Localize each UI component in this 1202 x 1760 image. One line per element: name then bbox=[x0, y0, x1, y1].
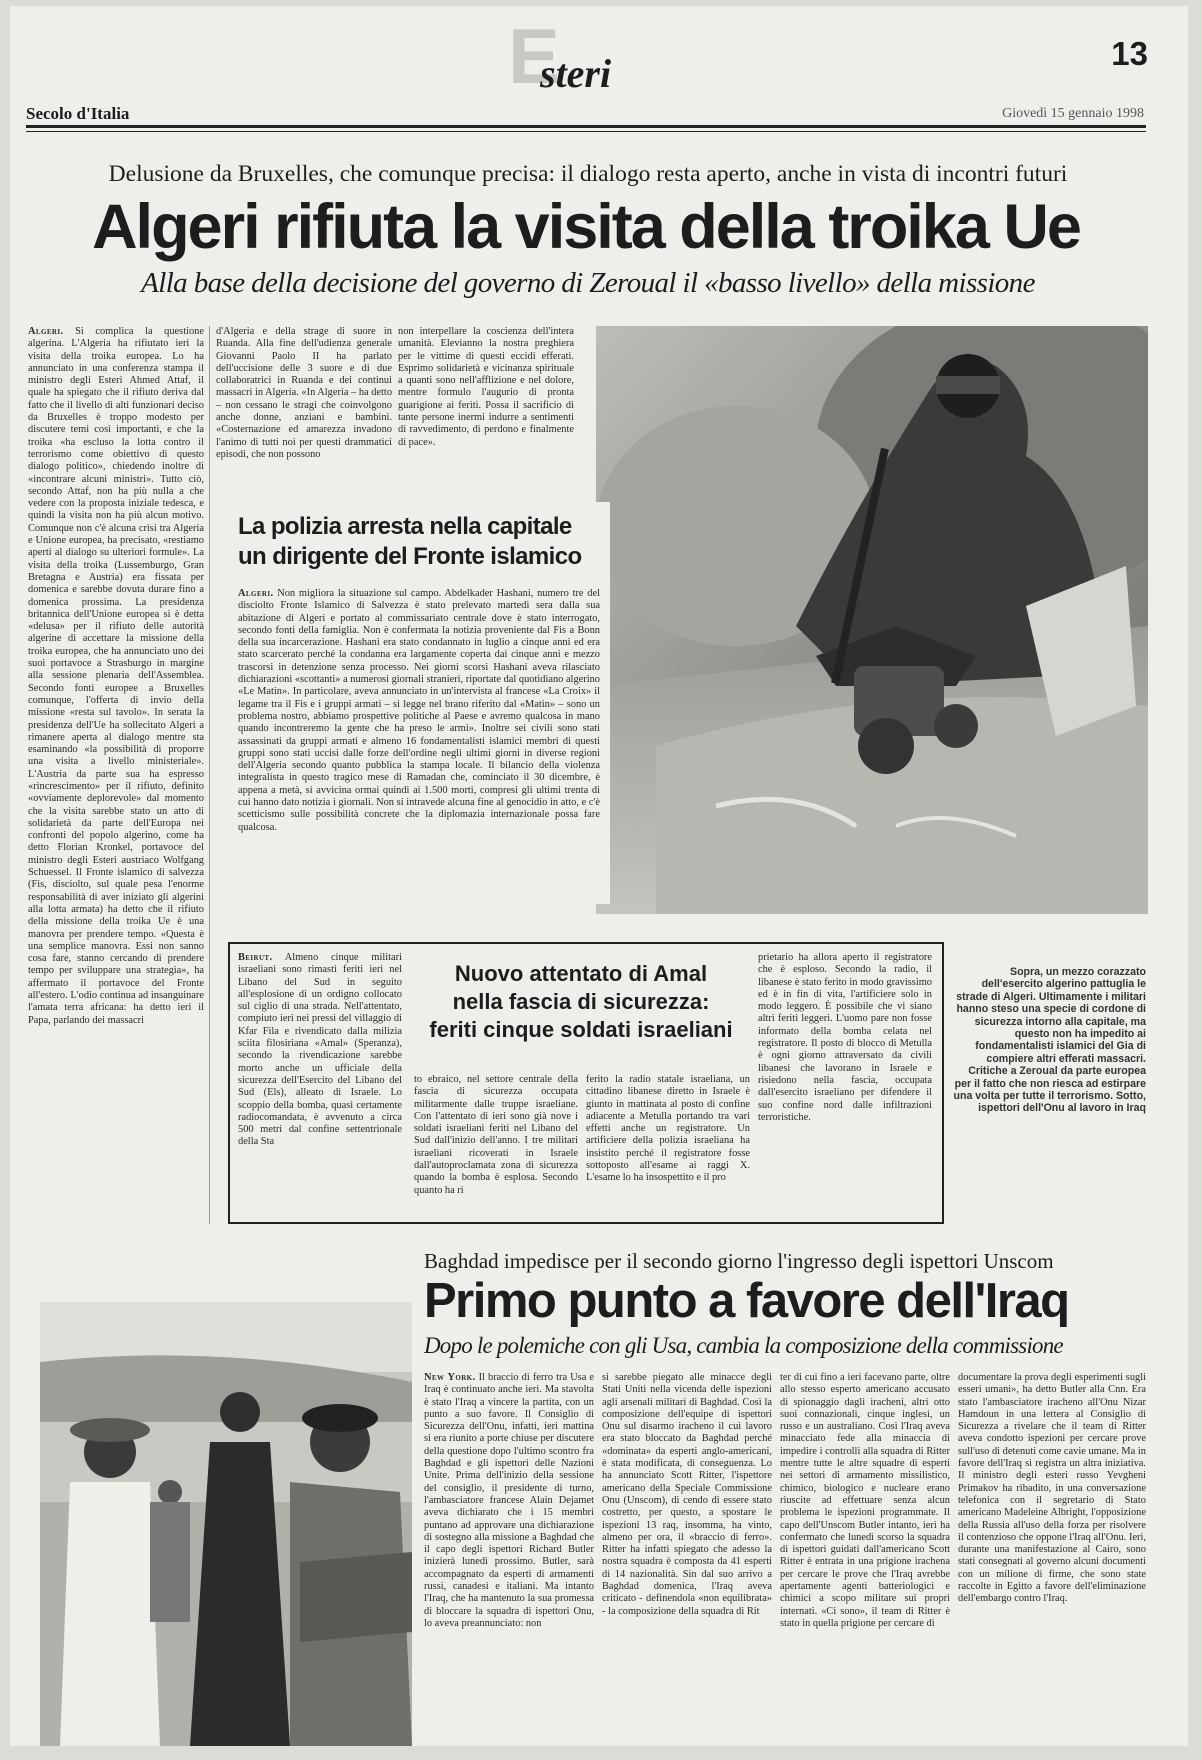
section-initial: E bbox=[508, 12, 561, 100]
police-body bbox=[238, 588, 600, 900]
newspaper-page bbox=[10, 6, 1188, 1746]
amal-column-1 bbox=[238, 952, 402, 1216]
iraq-column-1 bbox=[424, 1372, 594, 1746]
lead-column-2 bbox=[216, 326, 392, 494]
police-story-box bbox=[216, 502, 610, 904]
amal-body-4: prietario ha allora aperto il registratore che è esploso. Secondo la radio, il libanese è stato ferito in modo gravissimo ed è in fin di vita, l'artificiere solo in modo leggero. È possibile che vi siano altri feriti leggeri. L'uomo pare non fosse informato della bomba celata nel registratore. Il posto di blocco di Metulla è ogni giorno attraversato da civili libanesi che lavorano in Israele e risiedono nella fascia, occupata dall'esercito israeliano per difendere il suo confine nord dalle infiltrazioni terroristiche. bbox=[758, 952, 932, 1123]
iraq-dateline: New York. bbox=[424, 1372, 476, 1383]
police-headline-line-2: un dirigente del Fronte islamico bbox=[238, 543, 582, 570]
issue-date: Giovedì 15 gennaio 1998 bbox=[1002, 106, 1144, 121]
lead-column-3 bbox=[398, 326, 574, 494]
police-headline-line-1: La polizia arresta nella capitale bbox=[238, 513, 572, 540]
amal-story-box bbox=[228, 942, 944, 1224]
photo-un-inspectors bbox=[40, 1302, 412, 1746]
photo-caption: Sopra, un mezzo corazzato dell'esercito algerino pattuglia le strade di Algeri. Ultimamente i militari hanno steso una specie di cordone di sicurezza intorno alla capitale, ma questo non ha impedito ai fondamentalisti islamici del Gia di compiere altri efferati massacri. Critiche a Zeroual da parte europea per il fatto che non riesca ad estirpare una volta per tutte il terrorismo. Sotto, ispettori dell'Onu al lavoro in Iraq bbox=[953, 966, 1146, 1115]
lead-kicker: Delusione da Bruxelles, che comunque precisa: il dialogo resta aperto, anche in vista di incontri futuri bbox=[108, 161, 1068, 187]
police-body-text: Non migliora la situazione sul campo. Abdelkader Hashani, numero tre del disciolto Fronte Islamico di Salvezza è stato prelevato martedì sera dalla sua abitazione di Algeri e portato al commissariato centrale dove è stato interrogato, secondo fonti della famiglia. Non è confermata la notizia proveniente dal Fis a Bonn della sua incarcerazione. Hashani era stato condannato in luglio a cinque anni ed era stato scarcerato perché la condanna era largamente coperta dai cinque anni e mezzo trascorsi in detenzione senza processo. Nei giorni scorsi Hashani aveva rilasciato dichiarazioni «scottanti» a numerosi giornali stranieri, riportate dal quotidiano algerino «Le Matin». In particolare, aveva annunciato in un'intervista al francese «La Croix» il legame tra il Fis e i gruppi armati – si legge nel brano riferito dal «Matin» – sono un problema nostro, abbiamo prospettive politiche al Paese e avremo qualcosa in mano quando incontreremo la gente che ha preso le armi». Inoltre sei civili sono stati assassinati da gruppi armati e almeno 16 fondamentalisti islamici membri di questi gruppi sono stati uccisi dalle forze dell'ordine negli ultimi giorni in diverse regioni dell'Algeria secondo quanto pubblica la stampa locale. Il bilancio della violenza integralista in questo tragico mese di Ramadan che, cominciato il 30 dicembre, è appena a metà, si avvicina ormai quindi ai 1.500 morti, compresi gli ultimi trenta di cui hanno dato notizia i giornali. Non si intravede alcuna fine al genocidio in atto, e c'è scetticismo sulle possibilità concrete che la diplomazia internazionale possa fare qualcosa. bbox=[238, 588, 600, 833]
lead-subheadline: Alla base della decisione del governo di Zeroual il «basso livello» della missione bbox=[141, 267, 1035, 299]
lead-column-1 bbox=[28, 326, 204, 1228]
amal-dateline: Beirut. bbox=[238, 952, 273, 963]
photo-armored-vehicle bbox=[596, 326, 1148, 914]
amal-body-1: Almeno cinque militari israeliani sono rimasti feriti ieri nel Libano del Sud in seguito all'esplosione di un ordigno collocato sul ciglio di una strada. Nell'attentato, compiuto ieri nei pressi del villaggio di Kfar Fila e rivendicato dalla milizia sciita filosiriana «Amal» (Speranza), secondo la rivendicazione sarebbe morto anche un ufficiale della sicurezza dell'Esercito del Libano del Sud (Els), alleato di Israele. Lo scoppio della bomba, quasi certamente radiocomandata, è avvenuto a circa 500 metri dal confine settentrionale della Sta bbox=[238, 952, 402, 1148]
section-logo bbox=[508, 12, 668, 100]
amal-headline-line-3: feriti cinque soldati israeliani bbox=[429, 1017, 733, 1042]
amal-headline-line-1: Nuovo attentato di Amal bbox=[454, 961, 708, 986]
inspectors-image bbox=[40, 1302, 412, 1746]
iraq-headline: Primo punto a favore dell'Iraq bbox=[424, 1274, 1069, 1328]
soldier-armored-vehicle-image bbox=[596, 326, 1148, 914]
iraq-kicker: Baghdad impedisce per il secondo giorno l'ingresso degli ispettori Unscom bbox=[424, 1249, 1054, 1273]
iraq-column-4 bbox=[958, 1372, 1146, 1746]
amal-headline-line-2: nella fascia di sicurezza: bbox=[452, 989, 710, 1014]
page-number: 13 bbox=[1111, 35, 1148, 72]
section-name: steri bbox=[540, 51, 612, 96]
masthead-rule-top bbox=[26, 125, 1146, 128]
iraq-column-2 bbox=[602, 1372, 772, 1746]
paper-name: Secolo d'Italia bbox=[26, 104, 130, 123]
masthead-rule-bottom bbox=[26, 131, 1146, 132]
lead-body-3: non interpellare la coscienza dell'intera umanità. Elevianno la nostra preghiera per le vittime di questi eccidi efferati. Esprimo solidarietà e vicinanza spirituale a quanti sono nell'afflizione e nel dolore, mentre formulo l'augurio di pronta guarigione ai feriti. Possa il sacrificio di tante persone inermi indurre a sentimenti di ravvedimento, di perdono e finalmente di pace». bbox=[398, 326, 574, 448]
iraq-body-3: ter di cui fino a ieri facevano parte, oltre allo stesso esperto americano accusato di spionaggio dagli iracheni, altri otto suoi connazionali, cinque inglesi, un russo e un australiano. Così l'Iraq aveva minacciato fede alla minaccia di impedire i controlli alla squadra di Ritter mentre tutte le altre squadre di esperti nei settori di armamento missilistico, chimico, biologico e nucleare erano riuscite ad effettuare senza alcun problema le ispezioni programmate. Il capo dell'Unscom Butler intanto, ieri ha confermato che lunedì scorso la squadra di ispettori guidati dall'americano Scott Ritter è entrata in una prigione irachena per cercare le prove che l'Iraq avrebbe apertamente agenti batteriologici e chimici a scopo militare sui propri internati. «Ci sono», il team di Ritter è stato in quella prigione per cercare di bbox=[780, 1372, 950, 1629]
police-dateline: Algeri. bbox=[238, 588, 274, 599]
lead-body-2: d'Algeria e della strage di suore in Ruanda. Alla fine dell'udienza generale Giovanni Paolo II ha parlato dell'uccisione delle 3 suore e di due collaboratrici in Ruanda e dei continui massacri in Algeria. «In Algeria – ha detto – non cessano le stragi che coinvolgono anche donne, anziani e bambini. «Costernazione ed amarezza invadono l'animo di tutti noi per questi drammatici episodi, che non possono bbox=[216, 326, 392, 460]
iraq-body-2: si sarebbe piegato alle minacce degli Stati Uniti nella vicenda delle ispezioni agli arsenali militari di Baghdad. Così la composizione dell'equipe di ispettori Onu sul disarmo iracheno il cui lavoro era stato bloccato da Baghdad perché «dominata» da esperti anglo-americani, è stata modificata, di conseguenza. Lo ha annunciato Scott Ritter, l'ispettore americano della Speciale Commissione Onu (Unscom), di cendo di essere stato costretto, per questo, a spostare le ispezioni 13 raq, insomma, ha vinto, almeno per ora, il «braccio di ferro». Ritter ha infatti spiegato che adesso la nostra squadra è composta da 41 esperti di 14 nazionalità. Sin dal suo arrivo a Baghdad domenica, l'Iraq aveva criticato - definendola «non equilibrata» - la composizione della squadra di Rit bbox=[602, 1372, 772, 1617]
lead-body-1: Si complica la questione algerina. L'Algeria ha rifiutato ieri la visita della troika europea. Lo ha annunciato in una conferenza stampa il ministro degli Esteri Ahmed Attaf, il quale ha spiegato che il rifiuto deriva dal fatto che il livello di alti funzionari deciso da Bruxelles è troppo modesto per discutere temi così importanti, e che la troika «ha escluso la lotta contro il terrorismo come obiettivo di questo dialogo politico», chiedendo inoltre di «incontrare alcuni ministri». Tutto ciò, secondo Attaf, non ha più nulla a che vedere con la proposta iniziale tedesca, e quindi la visita non ha più alcun motivo. Comunque non c'è alcuna crisi tra Algeria e Unione europea, ha precisato, «restiamo aperti al dialogo su ulteriori formule». La visita della troika (Lussemburgo, Gran Bretagna e Austria) era fissata per domenica e sarebbe dovuta durare fino a domenica prossima. La presidenza britannica dell'Unione europea si è detta «delusa» per il rifiuto delle autorità algerine di accettare la missione della troika europea, che ha annunciato uno dei suoi portavoce a Strasburgo in margine alla sessione plenaria dell'Assemblea. Secondo fonti europee a Bruxelles comunque, l'offerta di invio della missione «resta sul tavolo». In serata la presidenza dell'Ue ha sollecitato Algeri a rimanere aperta al dialogo mentre sta esaminando «la possibilità di proporre una visita a livello ministeriale». L'Austria da parte sua ha espresso «rincrescimento» per il rifiuto, definito «ovviamente deplorevole» dal momento che la visita sarebbe stato un atto di solidarietà da parte dell'Europa nei confronti del popolo algerino, come ha detto Florian Kronkel, portavoce del ministro degli Esteri austriaco Wolfgang Schuessel. Il Fronte islamico di salvezza (Fis, disciolto, sul quale pesa l'enorme responsabilità di aver iniziato gli algerini alla lotta armata) ha detto che il rifiuto della missione della troika Ue è una manovra per prendere tempo. «Questa è una semplice manovra. Essi non sanno cosa fare, stanno cercando di prendere tempo per sviluppare una strategia», ha affermato il portavoce del Fronte all'estero. L'odio continua ad insanguinare l'amata terra africana: ha detto ieri il Papa, parlando dei massacri bbox=[28, 326, 204, 1026]
iraq-subheadline: Dopo le polemiche con gli Usa, cambia la composizione della commissione bbox=[424, 1333, 1063, 1358]
iraq-body-1: Il braccio di ferro tra Usa e Iraq è continuato anche ieri. Ma stavolta è stato l'Iraq a vincere la partita, con un punto a suo favore. Il Consiglio di Sicurezza dell'Onu, infatti, ieri mattina si era riunito a porte chiuse per discutere della questione dopo l'ultimo scontro fra Baghdad e gli ispettori delle Nazioni Unite. Prima dell'inizio della sessione del consiglio, il presidente di turno, l'ambasciatore francese Alain Dejamet aveva dichiarato che i 15 membri puntano ad approvare una dichiarazione di sostegno alla missione a Baghdad che il capo degli ispettori Richard Butler inizierà lunedì prossimo. Butler, sarà accompagnato da esperti di armamenti russi, canadesi e italiani. Ma intanto l'Iraq, che ha mantenuto la sua promessa di bloccare la squadra di ispettori Onu, lo aveva preannunciato: non bbox=[424, 1372, 594, 1629]
amal-column-2 bbox=[414, 1074, 578, 1216]
amal-column-4 bbox=[758, 952, 932, 1216]
column-divider bbox=[209, 326, 210, 1224]
amal-body-3: ferito la radio statale israeliana, un cittadino libanese diretto in Israele è giunto in mattinata al posto di confine adiacente a Metulla portando tra vari effetti anche un registratore. Un artificiere della polizia israeliana ha insistito perché il registratore fosse sottoposto all'esame ai raggi X. L'esame lo ha insospettito e il pro bbox=[586, 1074, 750, 1184]
iraq-body-4: documentare la prova degli esperimenti sugli esseri umani», ha detto Butler alla Cnn. Era stato l'ambasciatore iracheno all'Onu Nizar Hamdoun in una lettera al Consiglio di Sicurezza a rivelare che il team di Ritter aveva condotto ispezioni per cercare prove sull'uso di detenuti come cavie umane. Ma in favore dell'Iraq si registra un altra iniziativa. Il ministro degli esteri russo Yevgheni Primakov ha ribadito, in una conversazione telefonica con il segretario di Stato americano Madeleine Albright, l'opposizione della Russia all'uso della forza per risolvere il contenzioso che oppone l'Iraq all'Onu. Ieri, durante una manifestazione al Cairo, sono stati consegnati al governo alcuni documenti con un milione di firme, che sono state raccolte in Egitto a favore dell'eliminazione dell'embargo contro l'Iraq. bbox=[958, 1372, 1146, 1605]
iraq-column-3 bbox=[780, 1372, 950, 1746]
amal-body-2: to ebraico, nel settore centrale della fascia di sicurezza occupata militarmente dalle truppe israeliane. Con l'attentato di ieri sono già nove i soldati israeliani feriti nel Libano del Sud dall'inizio dell'anno. I tre militari israeliani ricoverati in Israele dall'autoproclamata zona di sicurezza quando la bomba è esplosa. Secondo quanto ha ri bbox=[414, 1074, 578, 1196]
amal-column-3 bbox=[586, 1074, 750, 1216]
lead-dateline: Algeri. bbox=[28, 326, 64, 337]
lead-headline: Algeri rifiuta la visita della troika Ue bbox=[92, 192, 1080, 262]
